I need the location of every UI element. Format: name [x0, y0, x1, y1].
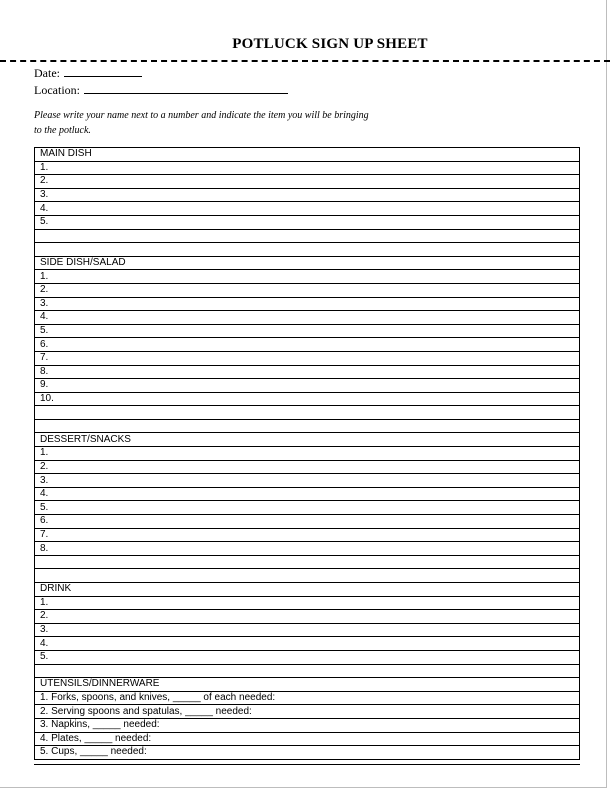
signup-cell[interactable]: 5. — [35, 215, 580, 229]
section-header-row — [35, 678, 580, 692]
blank-cell[interactable] — [35, 569, 580, 583]
signup-row — [35, 691, 580, 705]
signup-cell[interactable]: 8. — [35, 365, 580, 379]
signup-cell[interactable]: 2. — [35, 460, 580, 474]
blank-row — [35, 406, 580, 420]
signup-cell[interactable]: 8. — [35, 542, 580, 556]
blank-row — [35, 243, 580, 257]
signup-cell[interactable]: 4. Plates, _____ needed: — [35, 732, 580, 746]
blank-row — [35, 555, 580, 569]
signup-row — [35, 610, 580, 624]
signup-row — [35, 705, 580, 719]
signup-row — [35, 311, 580, 325]
signup-cell[interactable]: 1. — [35, 447, 580, 461]
blank-row — [35, 419, 580, 433]
date-label: Date: — [34, 66, 60, 80]
signup-row — [35, 542, 580, 556]
signup-row — [35, 487, 580, 501]
signup-cell[interactable]: 4. — [35, 637, 580, 651]
signup-cell[interactable]: 4. — [35, 202, 580, 216]
signup-row — [35, 392, 580, 406]
blank-row — [35, 664, 580, 678]
signup-cell[interactable]: 3. — [35, 623, 580, 637]
signup-cell[interactable]: 2. — [35, 283, 580, 297]
blank-cell[interactable] — [35, 243, 580, 257]
signup-row — [35, 351, 580, 365]
signup-row — [35, 338, 580, 352]
signup-cell[interactable]: 2. — [35, 610, 580, 624]
signup-row — [35, 637, 580, 651]
signup-cell[interactable]: 5. — [35, 501, 580, 515]
instructions-text: Please write your name next to a number and indicate the item you will be bringing to the potluck. — [34, 110, 369, 136]
section-header: MAIN DISH — [35, 148, 580, 162]
signup-row — [35, 596, 580, 610]
signup-cell[interactable]: 1. — [35, 270, 580, 284]
signup-row — [35, 623, 580, 637]
signup-cell[interactable]: 4. — [35, 487, 580, 501]
date-blank[interactable] — [64, 66, 142, 77]
signup-cell[interactable]: 7. — [35, 351, 580, 365]
signup-cell[interactable]: 2. Serving spoons and spatulas, _____ needed: — [35, 705, 580, 719]
blank-cell[interactable] — [35, 406, 580, 420]
signup-row — [35, 202, 580, 216]
section-header-row — [35, 148, 580, 162]
signup-row — [35, 460, 580, 474]
signup-row — [35, 515, 580, 529]
signup-cell[interactable]: 5. — [35, 324, 580, 338]
signup-row — [35, 501, 580, 515]
date-line — [34, 66, 142, 81]
signup-row — [35, 188, 580, 202]
signup-cell[interactable]: 5. — [35, 650, 580, 664]
signup-row — [35, 650, 580, 664]
signup-cell[interactable]: 3. — [35, 297, 580, 311]
signup-cell[interactable]: 5. Cups, _____ needed: — [35, 746, 580, 760]
signup-row — [35, 175, 580, 189]
section-header: DESSERT/SNACKS — [35, 433, 580, 447]
location-blank[interactable] — [84, 83, 288, 94]
signup-row — [35, 746, 580, 760]
signup-row — [35, 161, 580, 175]
dashed-divider — [0, 60, 610, 62]
signup-cell[interactable]: 3. — [35, 474, 580, 488]
signup-cell[interactable]: 3. — [35, 188, 580, 202]
signup-row — [35, 215, 580, 229]
signup-cell[interactable]: 3. Napkins, _____ needed: — [35, 718, 580, 732]
signup-row — [35, 379, 580, 393]
signup-row — [35, 365, 580, 379]
signup-row — [35, 447, 580, 461]
signup-row — [35, 732, 580, 746]
blank-cell[interactable] — [35, 229, 580, 243]
section-header-row — [35, 256, 580, 270]
signup-cell[interactable]: 4. — [35, 311, 580, 325]
signup-cell[interactable]: 9. — [35, 379, 580, 393]
location-label: Location: — [34, 83, 80, 97]
section-header: DRINK — [35, 583, 580, 597]
signup-row — [35, 297, 580, 311]
section-header-row — [35, 433, 580, 447]
blank-cell[interactable] — [35, 555, 580, 569]
signup-row — [35, 324, 580, 338]
section-header: UTENSILS/DINNERWARE — [35, 678, 580, 692]
signup-cell[interactable]: 1. — [35, 596, 580, 610]
signup-cell[interactable]: 1. Forks, spoons, and knives, _____ of each needed: — [35, 691, 580, 705]
blank-row — [35, 569, 580, 583]
blank-cell[interactable] — [35, 664, 580, 678]
blank-cell[interactable] — [35, 419, 580, 433]
signup-cell[interactable]: 1. — [35, 161, 580, 175]
signup-row — [35, 270, 580, 284]
signup-row — [35, 718, 580, 732]
signup-row — [35, 528, 580, 542]
section-header-row — [35, 583, 580, 597]
signup-row — [35, 283, 580, 297]
signup-cell[interactable]: 6. — [35, 338, 580, 352]
signup-table — [34, 147, 580, 760]
bottom-rule — [34, 764, 580, 765]
location-line — [34, 83, 288, 98]
section-header: SIDE DISH/SALAD — [35, 256, 580, 270]
signup-cell[interactable]: 6. — [35, 515, 580, 529]
blank-row — [35, 229, 580, 243]
page-title: POTLUCK SIGN UP SHEET — [232, 36, 428, 52]
signup-cell[interactable]: 2. — [35, 175, 580, 189]
signup-cell[interactable]: 7. — [35, 528, 580, 542]
signup-cell[interactable]: 10. — [35, 392, 580, 406]
signup-row — [35, 474, 580, 488]
